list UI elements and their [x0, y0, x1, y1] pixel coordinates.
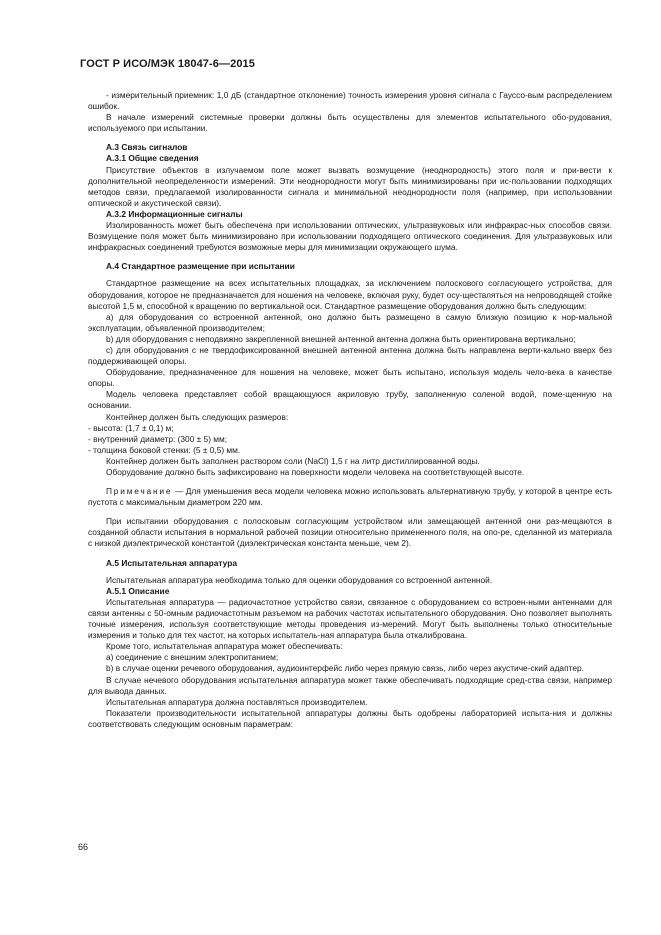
paragraph: Испытательная аппаратура необходима только для оценки оборудования со встроенной антенной.	[106, 574, 493, 585]
paragraph: Контейнер должен быть заполнен раствором соли (NaCl) 1,5 г на литр дистиллированной воды.	[106, 455, 480, 466]
list-item: с) для оборудования с не твердофиксированной внешней антенной антенна должна быть направлена верти-кально вверх без поддерживающей опоры.	[88, 344, 612, 367]
paragraph: - измерительный приемник: 1,0 дБ (стандартное отклонение) точность измерения уровня сигнала с Гауссо-вым распределением ошибок.	[88, 90, 612, 112]
paragraph: Показатели производительности испытательной аппаратуры должны быть одобрены лабораторией испыта-ния и должны соответствовать следующим основным параметрам:	[88, 707, 612, 729]
subsection-heading: А.3.1 Общие сведения	[106, 153, 199, 164]
paragraph: В начале измерений системные проверки должны быть осуществлены для элементов испытательного обо-рудования, используемого при испытании.	[88, 112, 612, 134]
list-item: b) в случае оценки речевого оборудования, аудиоинтерфейс либо через прямую связь, либо через акустиче-ский адаптер.	[106, 663, 584, 674]
page-content	[88, 90, 612, 730]
paragraph: Модель человека представляет собой вращающуюся акриловую трубу, заполненную соленой водой, поме-щенную на основании.	[88, 389, 612, 411]
page-number: 66	[78, 842, 89, 852]
note-label: Примечание	[106, 486, 173, 497]
list-item: b) для оборудования с неподвижно закрепленной внешней антенной антенна должна быть ориентирована вертикально;	[106, 333, 576, 344]
page-header-title: ГОСТ Р ИСО/МЭК 18047-6—2015	[80, 58, 255, 70]
paragraph: Присутствие объектов в излучаемом поле может вызвать возмущение (неоднородность) этого поля и при-вести к дополнительной неопределенности измерений. Эти неоднородности могут быть минимизированы при ис-пользовании подходящих методов связи, предлагаемой изолированности сигнала и минимальной неоднородности поля (например, при использовании оптической и акустической связи).	[88, 164, 612, 208]
paragraph: Испытательная аппаратура должна поставляться производителем.	[106, 696, 368, 707]
list-item: а) для оборудования со встроенной антенной, оно должно быть размещено в самую близкую позицию к нор-мальной эксплуатации, объявленной производителем;	[88, 311, 612, 333]
paragraph: Кроме того, испытательная аппаратура может обеспечивать:	[106, 641, 343, 652]
paragraph: Изолированность может быть обеспечена при использовании оптических, ультразвуковых или инфракрас-ных способов связи. Возмущение поля может быть минимизировано при использовании подходящего оптического соединения. Для ультразвуковых или инфракрасных соединений требуются возможные меры для минимизации окружающего шума.	[88, 220, 612, 253]
note	[88, 486, 612, 508]
list-item: а) соединение с внешним электропитанием;	[106, 652, 279, 663]
note-text: — Для уменьшения веса модели человека можно использовать альтернативную трубу, у которой в центре есть пустота с максимальным диаметром 220 мм.	[88, 486, 612, 508]
paragraph: Испытательная аппаратура — радиочастотное устройство связи, связанное с оборудованием со встроен-ными антеннами для связи антенны с 50-омным радиочастотным разъемом на рабочих частотах испытательного оборудования. Оно позволяет выполнять точные измерения, используя соответствующие методы проведения из-мерений. Могут быть выполнены только относительные измерения и только для тех частот, на которых испытатель-ная аппаратура была откалибрована.	[88, 596, 612, 641]
subsection-heading: А.3.2 Информационные сигналы	[106, 208, 243, 219]
paragraph: Оборудование должно быть зафиксировано на поверхности модели человека на соответствующей высоте.	[106, 467, 525, 477]
subsection-heading: А.5.1 Описание	[106, 585, 170, 596]
list-item: - толщина боковой стенки: (5 ± 0,5) мм.	[88, 444, 241, 455]
paragraph: Контейнер должен быть следующих размеров:	[106, 411, 289, 422]
section-heading: А.4 Стандартное размещение при испытании	[106, 261, 295, 272]
section-heading: А.3 Связь сигналов	[106, 142, 188, 153]
section-heading: А.5 Испытательная аппаратура	[106, 557, 238, 568]
paragraph: В случае нечевого оборудования испытательная аппаратура может также обеспечивать подходящие сред-ства связи, например для вывода данных.	[88, 674, 612, 696]
paragraph: Стандартное размещение на всех испытательных площадках, за исключением полоскового согласующего устройства, для оборудования, которое не предназначается для ношения на человеке, включая руку, будет осу-ществляться на непроводящей стойке высотой 1,5 м, способной к вращению по вертикальной оси. Стандартное размещение оборудования должно быть следующим:	[88, 278, 612, 311]
list-item: - внутренний диаметр: (300 ± 5) мм;	[88, 433, 228, 444]
paragraph: Оборудование, предназначенное для ношения на человеке, может быть испытано, используя модель чело-века в качестве опоры.	[88, 367, 612, 389]
list-item: - высота: (1,7 ± 0,1) м;	[88, 422, 174, 433]
paragraph: При испытании оборудования с полосковым согласующим устройством или замещающей антенной они раз-мещаются в созданной области испытания в нормальной рабочей позиции относительно примененного поля, на опо-ре, сделанной из материала с низкой диэлектрической константой (диэлектрическая константа меньше, чем 2).	[88, 516, 612, 549]
